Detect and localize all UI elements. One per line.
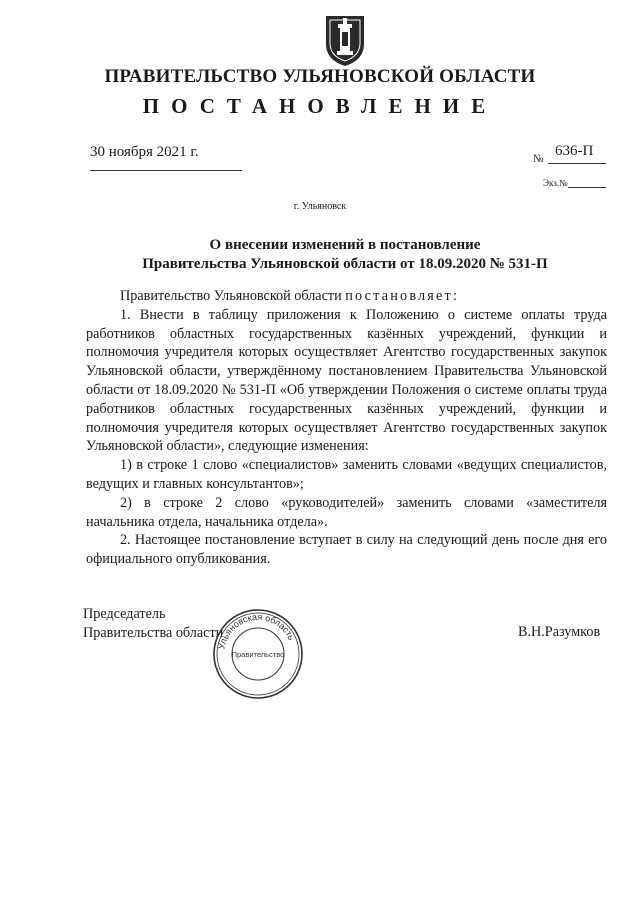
copy-number-underline: [568, 187, 606, 188]
seal-center-text: Правительство: [231, 650, 285, 659]
intro-verb: постановляет: [345, 288, 453, 304]
title-line-2: Правительства Ульяновской области от 18.09.2020 № 531-П: [142, 256, 548, 272]
svg-text:Ульяновская область: [216, 612, 296, 650]
copy-number-label: Экз.№: [543, 178, 568, 188]
coat-of-arms-icon: [322, 12, 368, 68]
signatory-name: В.Н.Разумков: [518, 624, 601, 640]
document-type: ПОСТАНОВЛЕНИЕ: [142, 94, 498, 118]
intro-suffix: :: [452, 288, 457, 304]
document-city: г. Ульяновск: [293, 201, 347, 212]
paragraph-1-item-2: 2) в строке 2 слово «руководителей» заменить словами «заместителя начальника отдела, начальника отдела».: [86, 494, 607, 530]
title-line-1: О внесении изменений в постановление: [209, 237, 481, 253]
paragraph-1: 1. Внести в таблицу приложения к Положению о системе оплаты труда работников областных государственных казённых учреждений, функции и полномочия учредителя которых осуществляет Агентство государственных закупок Ульяновской области, утверждённому постановлением Правительства Ульяновской области от 18.09.2020 № 531-П «Об утверждении Положения о системе оплаты труда работников областных государственных казённых учреждений, функции и полномочия учредителя которых осуществляет Агентство государственных закупок Ульяновской области», следующие изменения:: [86, 306, 607, 455]
number-underline: [548, 163, 606, 164]
document-body: [86, 287, 607, 569]
intro-paragraph: [86, 287, 607, 306]
document-number: 636-П: [555, 143, 594, 159]
position-line-1: Председатель: [83, 606, 166, 622]
document-date: 30 ноября 2021 г.: [90, 144, 199, 160]
intro-prefix: Правительство Ульяновской области: [120, 288, 346, 304]
official-seal-icon: [210, 606, 306, 702]
paragraph-2: 2. Настоящее постановление вступает в силу на следующий день после дня его официального опубликования.: [86, 532, 607, 568]
document-title: [0, 236, 640, 274]
signatory-position: [83, 605, 223, 643]
number-sign: №: [533, 153, 544, 165]
position-line-2: Правительства области: [83, 625, 224, 641]
paragraph-1-item-1: 1) в строке 1 слово «специалистов» заменить словами «ведущих специалистов, ведущих и главных консультантов»;: [86, 457, 607, 492]
organization-name: ПРАВИТЕЛЬСТВО УЛЬЯНОВСКОЙ ОБЛАСТИ: [104, 66, 536, 87]
seal-ring-text: Ульяновская область: [216, 611, 297, 651]
date-underline: [90, 170, 242, 171]
